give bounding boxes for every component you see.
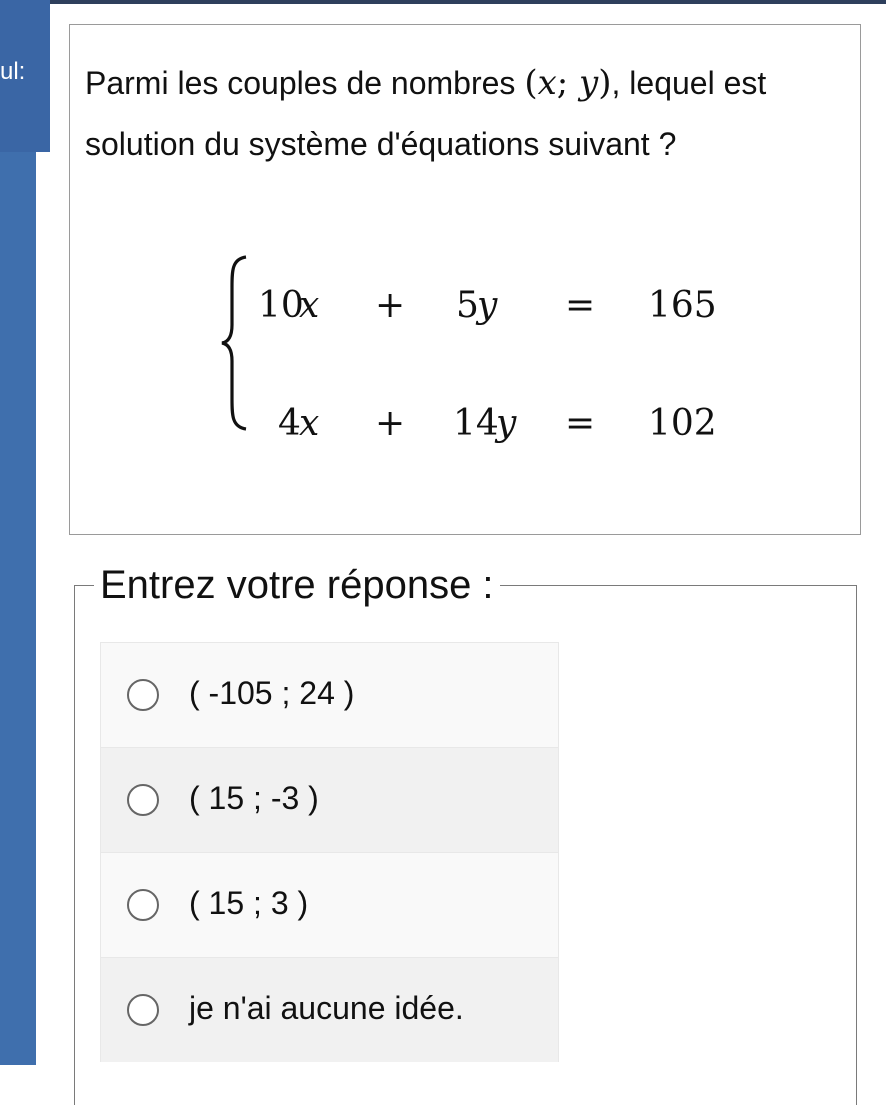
sidebar-tab[interactable]: [0, 0, 50, 152]
rhs-2: 102: [648, 403, 717, 444]
var-y1: y: [477, 285, 498, 326]
option-label[interactable]: ( 15 ; -3 ): [189, 780, 319, 816]
radio-button[interactable]: [127, 889, 159, 921]
equation-row-1: [220, 285, 730, 335]
coef-a2: 4: [278, 403, 301, 444]
option-label[interactable]: ( -105 ; 24 ): [189, 675, 355, 711]
radio-button[interactable]: [127, 784, 159, 816]
plus-sign-2: +: [375, 403, 406, 444]
equals-sign-2: =: [565, 403, 596, 444]
number-pair: (x; y): [524, 63, 612, 103]
question-text: [85, 53, 855, 175]
equals-sign-1: =: [565, 285, 596, 326]
radio-button[interactable]: [127, 994, 159, 1026]
option-label[interactable]: ( 15 ; 3 ): [189, 885, 309, 921]
question-suffix: , lequel est solution du système d'équations suivant ?: [85, 65, 767, 162]
option-3[interactable]: [100, 852, 559, 957]
coef-b2: 14: [453, 403, 499, 444]
sidebar: [0, 0, 36, 1065]
option-label[interactable]: je n'ai aucune idée.: [189, 990, 464, 1026]
option-2[interactable]: [100, 747, 559, 852]
top-divider: [50, 0, 886, 4]
coef-b1: 5: [456, 285, 479, 326]
var-x1: x: [299, 285, 320, 326]
question-panel: [69, 24, 861, 535]
rhs-1: 165: [648, 285, 717, 326]
equation-system: [220, 253, 730, 444]
question-prefix: Parmi les couples de nombres: [85, 65, 525, 101]
var-x2: x: [299, 403, 320, 444]
option-1[interactable]: [100, 642, 559, 747]
coef-a1: 10: [258, 285, 304, 326]
var-y2: y: [496, 403, 517, 444]
plus-sign-1: +: [375, 285, 406, 326]
sidebar-label: ul:: [0, 58, 26, 85]
equation-row-2: [220, 403, 730, 453]
answer-legend: Entrez votre réponse :: [94, 561, 500, 609]
option-4[interactable]: [100, 957, 559, 1062]
radio-button[interactable]: [127, 679, 159, 711]
